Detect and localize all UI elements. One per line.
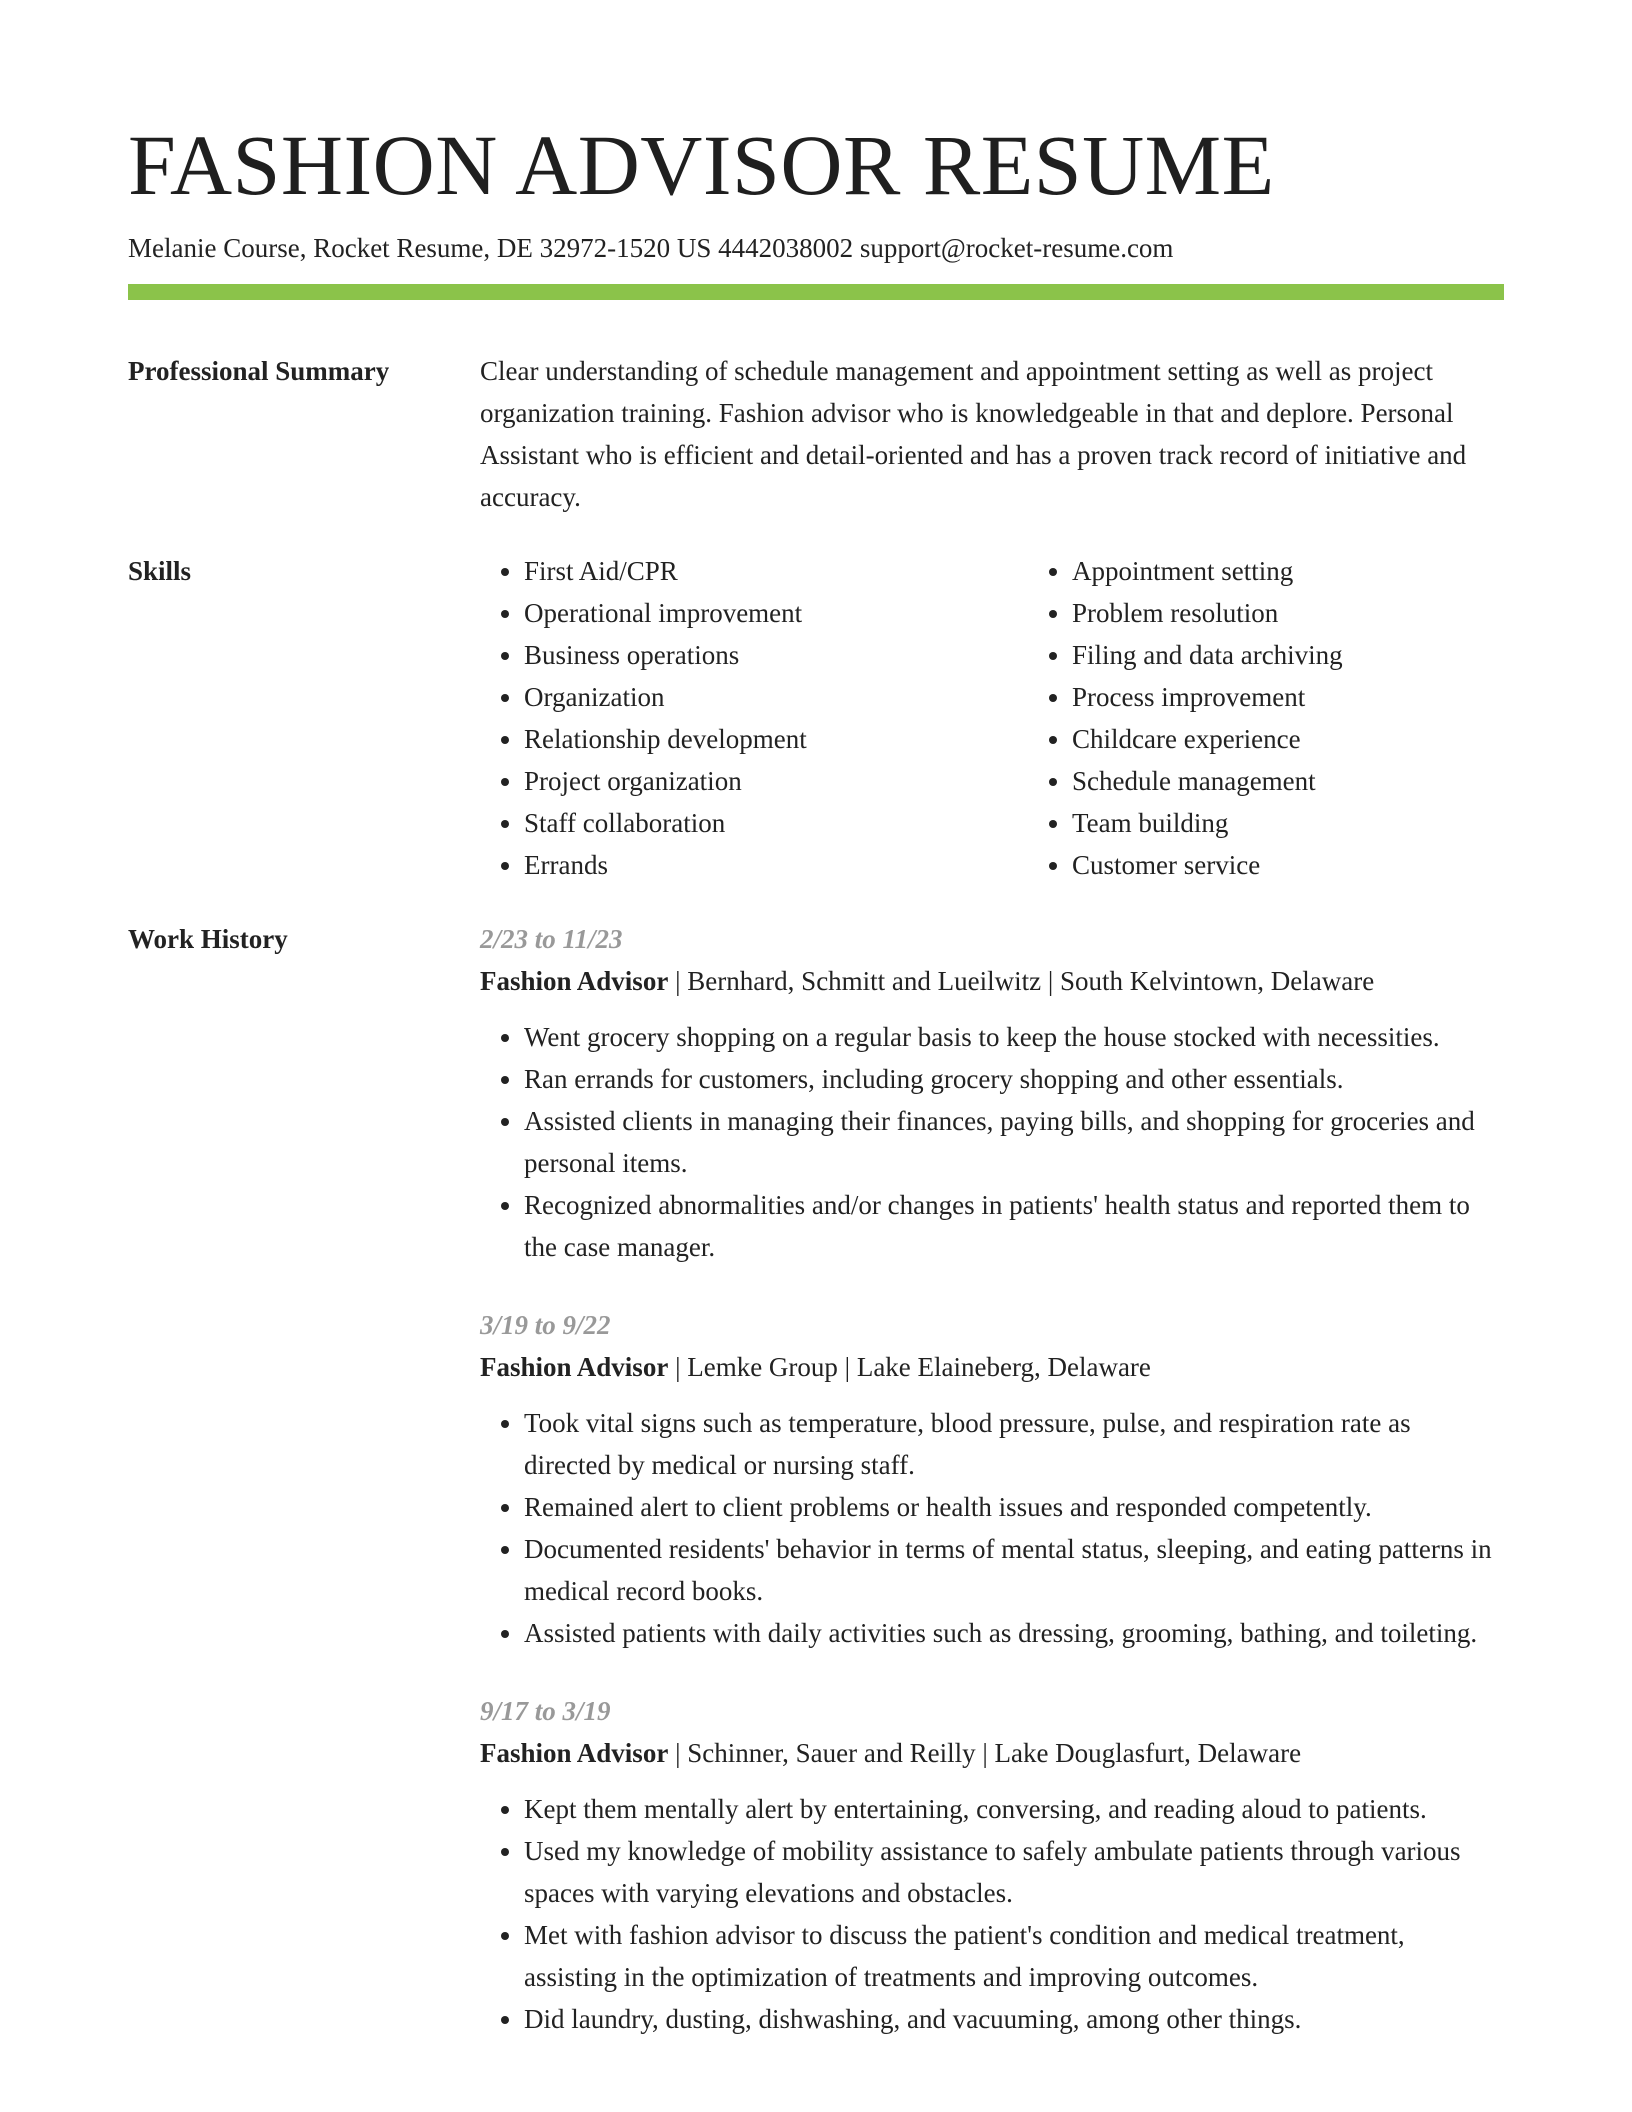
job-entry (480, 1304, 1504, 1654)
skills-list-right (1028, 550, 1576, 886)
work-history-entries (480, 918, 1504, 2076)
skill-item: • Staff collaboration (524, 802, 1028, 844)
job-bullet: • Assisted patients with daily activities such as dressing, grooming, bathing, and toileting. (524, 1612, 1504, 1654)
resume-title: FASHION ADVISOR RESUME (128, 117, 1275, 213)
job-entry (480, 918, 1504, 1268)
job-details: | Lemke Group | Lake Elaineberg, Delaware (668, 1351, 1151, 1382)
job-bullet: • Went grocery shopping on a regular basis to keep the house stocked with necessities. (524, 1016, 1504, 1058)
skill-item: • Customer service (1072, 844, 1576, 886)
job-title: Fashion Advisor (480, 1351, 669, 1382)
job-details: | Schinner, Sauer and Reilly | Lake Douglasfurt, Delaware (668, 1737, 1302, 1768)
job-bullet-list (480, 1788, 1504, 2040)
job-bullet: • Assisted clients in managing their finances, paying bills, and shopping for groceries and personal items. (524, 1100, 1504, 1184)
job-bullet-list (480, 1016, 1504, 1268)
skill-item: • Filing and data archiving (1072, 634, 1576, 676)
summary-label: Professional Summary (128, 355, 390, 386)
skill-item: • Errands (524, 844, 1028, 886)
skills-section (128, 550, 1504, 886)
job-entry (480, 1690, 1504, 2040)
skill-item: • Schedule management (1072, 760, 1576, 802)
summary-text: Clear understanding of schedule management and appointment setting as well as project organization training. Fashion advisor who is knowledgeable in that and deplore. Personal Assistant who is efficient and detail-oriented and has a proven track record of initiative and accuracy. (480, 355, 1467, 512)
skills-columns (480, 550, 1576, 886)
work-history-label: Work History (128, 923, 288, 954)
summary-section (128, 350, 1504, 518)
header-divider (128, 284, 1504, 300)
job-title: Fashion Advisor (480, 965, 669, 996)
job-bullet: • Used my knowledge of mobility assistance to safely ambulate patients through various spaces with varying elevations and obstacles. (524, 1830, 1504, 1914)
job-heading (480, 1346, 1504, 1388)
job-bullet: • Recognized abnormalities and/or changes in patients' health status and reported them to the case manager. (524, 1184, 1504, 1268)
job-heading (480, 960, 1504, 1002)
job-bullet: • Documented residents' behavior in terms of mental status, sleeping, and eating patterns in medical record books. (524, 1528, 1504, 1612)
skill-item: • Project organization (524, 760, 1028, 802)
skill-item: • Appointment setting (1072, 550, 1576, 592)
resume-page (128, 118, 1504, 2076)
job-title: Fashion Advisor (480, 1737, 669, 1768)
job-bullet: • Did laundry, dusting, dishwashing, and vacuuming, among other things. (524, 1998, 1504, 2040)
skill-item: • Operational improvement (524, 592, 1028, 634)
skill-item: • Childcare experience (1072, 718, 1576, 760)
job-bullet: • Met with fashion advisor to discuss the patient's condition and medical treatment, assisting in the optimization of treatments and improving outcomes. (524, 1914, 1504, 1998)
skill-item: • Problem resolution (1072, 592, 1576, 634)
job-dates: 9/17 to 3/19 (480, 1695, 611, 1726)
skills-list-left (480, 550, 1028, 886)
skill-item: • First Aid/CPR (524, 550, 1028, 592)
skills-label: Skills (128, 555, 192, 586)
skill-item: • Organization (524, 676, 1028, 718)
job-dates: 3/19 to 9/22 (480, 1309, 611, 1340)
job-bullet: • Ran errands for customers, including grocery shopping and other essentials. (524, 1058, 1504, 1100)
skill-item: • Business operations (524, 634, 1028, 676)
skill-item: • Process improvement (1072, 676, 1576, 718)
skill-item: • Team building (1072, 802, 1576, 844)
job-heading (480, 1732, 1504, 1774)
job-bullet: • Kept them mentally alert by entertaining, conversing, and reading aloud to patients. (524, 1788, 1504, 1830)
job-details: | Bernhard, Schmitt and Lueilwitz | South Kelvintown, Delaware (668, 965, 1375, 996)
job-bullet: • Took vital signs such as temperature, blood pressure, pulse, and respiration rate as directed by medical or nursing staff. (524, 1402, 1504, 1486)
work-history-section (128, 918, 1504, 2076)
job-bullet: • Remained alert to client problems or health issues and responded competently. (524, 1486, 1504, 1528)
job-bullet-list (480, 1402, 1504, 1654)
job-dates: 2/23 to 11/23 (480, 923, 623, 954)
contact-line: Melanie Course, Rocket Resume, DE 32972-1520 US 4442038002 support@rocket-resume.com (128, 232, 1174, 263)
skill-item: • Relationship development (524, 718, 1028, 760)
